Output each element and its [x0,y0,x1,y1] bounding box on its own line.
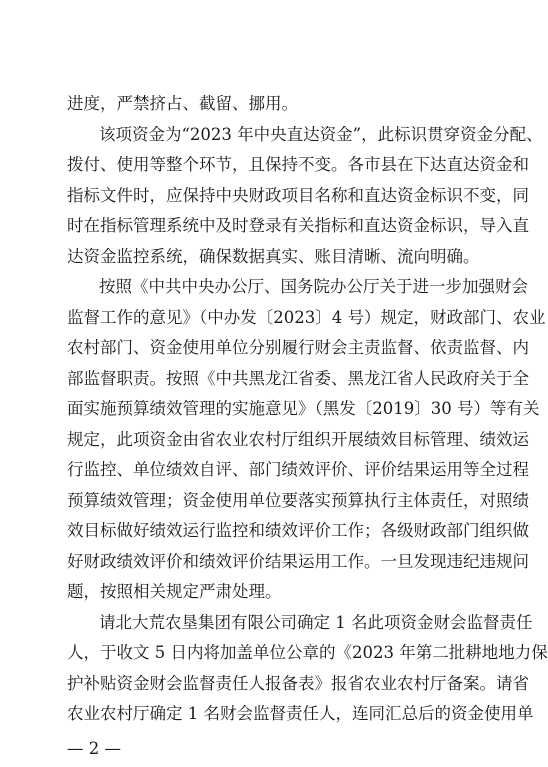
text-line: 指标文件时，应保持中央财政项目名称和直达资金标识不变，同 [67,185,529,205]
text-line: 题，按照相关规定严肃处理。 [67,582,282,601]
text-line: 按照《中共中央办公厅、国务院办公厅关于进一步加强财会 [99,277,528,296]
text-line: 护补贴资金财会监督责任人报备表》报省农业农村厅备案。请省 [67,673,529,693]
text-line: 拨付、使用等整个环节，且保持不变。各市县在下达直达资金和 [67,155,529,174]
text-line: 面实施预算绩效管理的实施意见》（黑发〔2019〕30 号）等有关 [67,399,540,418]
text-line: 效目标做好绩效运行监控和绩效评价工作；各级财政部门组织做 [67,521,529,540]
text-line: 人，于收文 5 日内将加盖单位公章的《2023 年第二批耕地地力保 [67,643,548,662]
text-line: 好财政绩效评价和绩效评价结果运用工作。一旦发现违纪违规问 [67,551,529,571]
text-line: 时在指标管理系统中及时登录有关指标和直达资金标识，导入直 [67,216,529,235]
text-line: 部监督职责。按照《中共黑龙江省委、黑龙江省人民政府关于全 [67,368,529,388]
text-line: 请北大荒农垦集团有限公司确定 1 名此项资金财会监督责任 [99,612,533,632]
text-line: 该项资金为“2023 年中央直达资金”，此标识贯穿资金分配、 [99,124,543,144]
text-line: 进度，严禁挤占、截留、挪用。 [67,94,298,113]
text-line: 监督工作的意见》（中办发〔2023〕4 号）规定，财政部门、农业 [67,307,546,327]
text-line: 农业农村厅确定 1 名财会监督责任人，连同汇总后的资金使用单 [67,704,534,723]
page-number: — 2 — [67,738,121,758]
text-line: 规定，此项资金由省农业农村厅组织开展绩效目标管理、绩效运 [67,429,529,449]
text-line: 行监控、单位绩效自评、部门绩效评价、评价结果运用等全过程 [67,460,529,479]
text-line: 预算绩效管理；资金使用单位要落实预算执行主体责任，对照绩 [67,490,529,510]
text-line: 达资金监控系统，确保数据真实、账目清晰、流向明确。 [67,246,480,266]
text-line: 农村部门、资金使用单位分别履行财会主责监督、依责监督、内 [67,338,529,357]
